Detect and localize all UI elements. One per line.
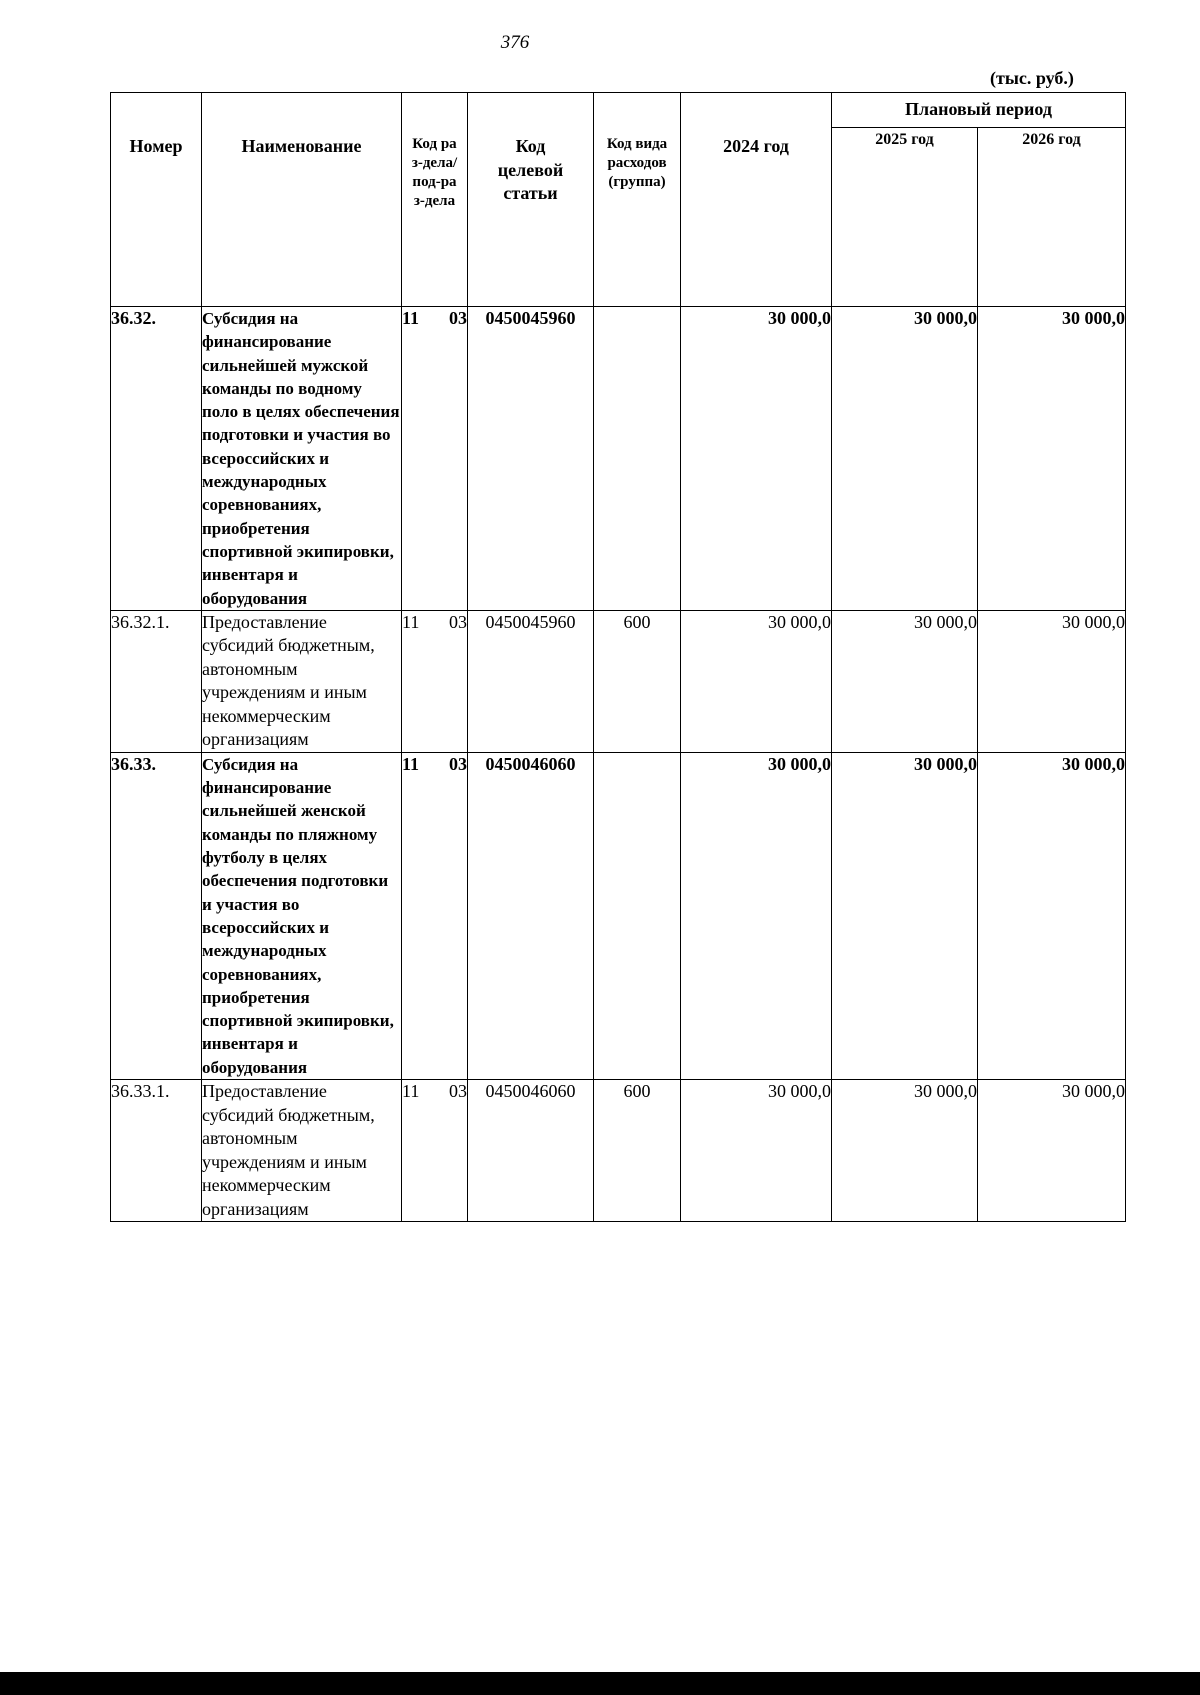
page-number: 376 <box>500 32 530 53</box>
row-number: 36.32. <box>111 307 202 611</box>
row-number: 36.33. <box>111 752 202 1079</box>
row-name: Предоставление субсидий бюджетным, автономным учреждениям и иным некоммерческим организациям <box>202 610 402 752</box>
row-number: 36.32.1. <box>111 610 202 752</box>
budget-table <box>110 92 1126 1222</box>
header-razdel <box>402 93 468 307</box>
table-row <box>111 610 1126 752</box>
row-vid <box>594 752 681 1079</box>
row-vid: 600 <box>594 1080 681 1222</box>
row-razdel <box>402 307 468 611</box>
header-row <box>111 93 1126 128</box>
table-row <box>111 307 1126 611</box>
row-target: 0450046060 <box>468 1080 594 1222</box>
row-2026: 30 000,0 <box>978 307 1126 611</box>
row-2026: 30 000,0 <box>978 610 1126 752</box>
row-target: 0450046060 <box>468 752 594 1079</box>
header-2026: 2026 год <box>978 128 1126 307</box>
header-2025: 2025 год <box>832 128 978 307</box>
scan-bottom-edge <box>0 1672 1200 1695</box>
header-name: Наименование <box>202 93 402 307</box>
row-vid: 600 <box>594 610 681 752</box>
header-number: Номер <box>111 93 202 307</box>
row-razdel-code: 11 <box>402 1081 420 1102</box>
row-2024: 30 000,0 <box>681 1080 832 1222</box>
row-name: Субсидия на финансирование сильнейшей женской команды по пляжному футболу в целях обеспечения подготовки и участия во всероссийских и международных соревнованиях, приобретения спортивной экипировки, инвентаря и оборудования <box>202 752 402 1079</box>
table-row <box>111 752 1126 1079</box>
header-razdel-text: Код раз-дела/ под-раз-дела <box>411 136 458 209</box>
row-2026: 30 000,0 <box>978 752 1126 1079</box>
table-row <box>111 1080 1126 1222</box>
header-target <box>468 93 594 307</box>
row-2025: 30 000,0 <box>832 610 978 752</box>
row-2024: 30 000,0 <box>681 610 832 752</box>
units-label: (тыс. руб.) <box>990 68 1074 88</box>
row-razdel-code: 11 <box>402 753 420 774</box>
row-podrazdel-code: 03 <box>449 1081 467 1102</box>
header-2024: 2024 год <box>681 93 832 307</box>
row-razdel-code: 11 <box>402 308 420 328</box>
row-razdel <box>402 1080 468 1222</box>
row-2025: 30 000,0 <box>832 307 978 611</box>
row-2026: 30 000,0 <box>978 1080 1126 1222</box>
row-2024: 30 000,0 <box>681 752 832 1079</box>
row-2024: 30 000,0 <box>681 307 832 611</box>
header-plan-period: Плановый период <box>832 93 1126 128</box>
header-target-text: Код целевой статьи <box>497 136 564 203</box>
header-vid: Код вида расходов (группа) <box>594 93 681 307</box>
row-name: Предоставление субсидий бюджетным, автономным учреждениям и иным некоммерческим организациям <box>202 1080 402 1222</box>
row-target: 0450045960 <box>468 307 594 611</box>
row-name: Субсидия на финансирование сильнейшей мужской команды по водному поло в целях обеспечения подготовки и участия во всероссийских и международных соревнованиях, приобретения спортивной экипировки, инвентаря и оборудования <box>202 307 402 611</box>
row-razdel-code: 11 <box>402 611 420 632</box>
row-razdel <box>402 752 468 1079</box>
row-podrazdel-code: 03 <box>449 753 467 774</box>
row-razdel <box>402 610 468 752</box>
row-2025: 30 000,0 <box>832 1080 978 1222</box>
row-target: 0450045960 <box>468 610 594 752</box>
row-2025: 30 000,0 <box>832 752 978 1079</box>
row-podrazdel-code: 03 <box>449 308 467 328</box>
row-podrazdel-code: 03 <box>449 611 467 632</box>
row-vid <box>594 307 681 611</box>
row-number: 36.33.1. <box>111 1080 202 1222</box>
